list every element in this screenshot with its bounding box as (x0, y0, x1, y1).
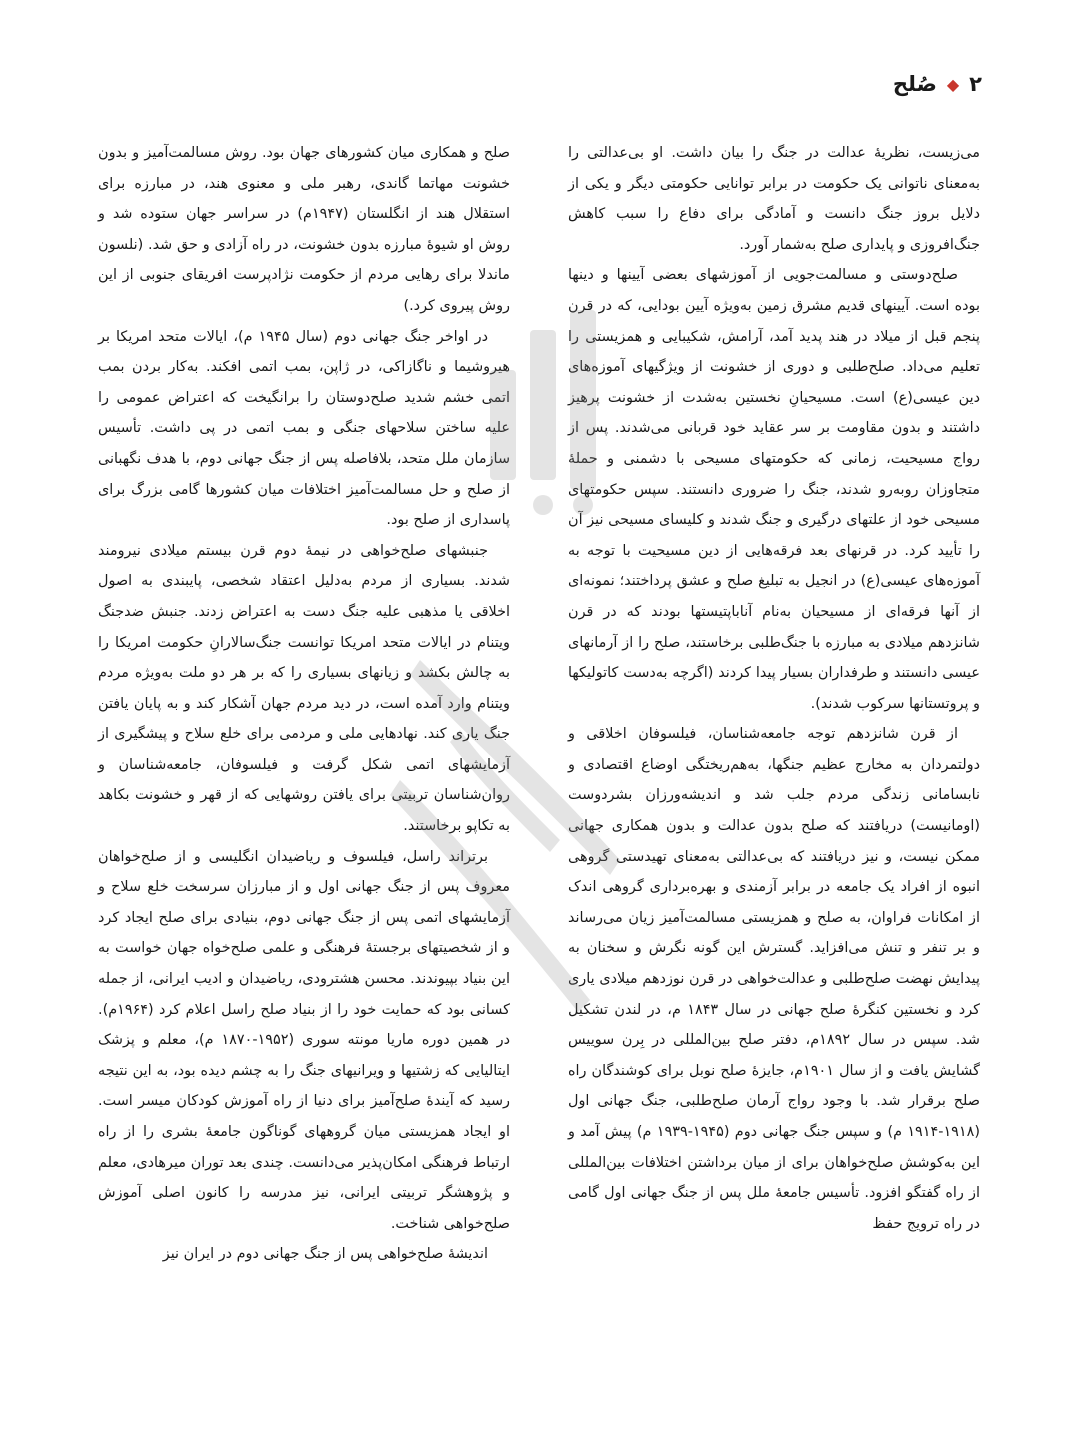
right-text-column (568, 138, 980, 1239)
chapter-title: صُلح (892, 72, 937, 96)
paragraph: برتراند راسل، فیلسوف و ریاضیدان انگلیسی و از صلح‌خواهان معروف پس از جنگ جهانی اول و از مبارزان سرسخت خلع سلاح و آزمایشهای اتمی پس از جنگ جهانی دوم، بنیادی برای صلح ایجاد کرد و از شخصیتهای برجستهٔ فرهنگی و علمی صلح‌خواه جهان خواست به این بنیاد بپیوندند. محسن هشترودی، ریاضیدان و ادیب ایرانی، از جمله کسانی بود که حمایت خود را از بنیاد صلح راسل اعلام کرد (۱۹۶۴م). در همین دوره ماریا مونته سوری (۱۹۵۲-۱۸۷۰ م)، معلم و پزشک ایتالیایی که زشتیها و ویرانیهای جنگ را به چشم دیده بود، به این نتیجه رسید که آیندهٔ صلح‌آمیز برای دنیا از راه آموزش کودکان میسر است. او ایجاد همزیستی میان گروههای گوناگون جامعهٔ بشری را از راه ارتباط فرهنگی امکان‌پذیر می‌دانست. چندی بعد توران میرهادی، معلم و پژوهشگر تربیتی ایرانی، نیز مدرسه را کانون اصلی آموزش صلح‌خواهی شناخت. (98, 848, 510, 1232)
paragraph: می‌زیست، نظریهٔ عدالت در جنگ را بیان داشت. او بی‌عدالتی را به‌معنای ناتوانی یک حکومت در برابر توانایی حکومتی دیگر و یکی از دلایل بروز جنگ دانست و آمادگی برای دفاع را سبب کاهش جنگ‌افروزی و پایداری صلح به‌شمار آورد. (568, 145, 980, 253)
page-header (893, 72, 982, 96)
paragraph: صلح‌دوستی و مسالمت‌جویی از آموزشهای بعضی آیینها و دینها بوده است. آیینهای قدیم مشرق زمین به‌ویژه آیین بودایی، که در قرن پنجم قبل از میلاد در هند پدید آمد، آرامش، شکیبایی و همزیستی را تعلیم می‌داد. صلح‌طلبی و دوری از خشونت از ویژگیهای آموزه‌های دین عیسی(ع) است. مسیحیانِ نخستین به‌شدت از خشونت پرهیز داشتند و بدون مقاومت بر سر عقاید خود قربانی می‌شدند. پس از رواج مسیحیت، زمانی که حکومتهای مسیحی با دشمنی و حملهٔ متجاوزان روبه‌رو شدند، جنگ را ضروری دانستند. سپس حکومتهای مسیحی خود از علتهای درگیری و جنگ شدند و کلیسای مسیحی نیز آن را تأیید کرد. در قرنهای بعد فرقه‌هایی از دین مسیحیت با توجه به آموزه‌های عیسی(ع) در انجیل به تبلیغ صلح و عشق پرداختند؛ نمونه‌ای از آنها فرقه‌ای از مسیحیان به‌نام آناباپتیستها بودند که در قرن شانزدهم میلادی به مبارزه با جنگ‌طلبی برخاستند، صلح را از آرمانهای عیسی دانستند و طرفداران بسیار پیدا کردند (اگرچه به‌دست کاتولیکها و پروتستانها سرکوب شدند). (568, 267, 980, 712)
paragraph: جنبشهای صلح‌خواهی در نیمهٔ دوم قرن بیستم میلادی نیرومند شدند. بسیاری از مردم به‌دلیل اعتقاد شخصی، پایبندی به اصول اخلاقی یا مذهبی علیه جنگ دست به اعتراض زدند. جنبش ضدجنگ ویتنام در ایالات متحد امریکا توانست جنگ‌سالارانِ حکومت امریکا را به چالش بکشد و زیانهای بسیاری را که بر هر دو ملت به‌ویژه مردم ویتنام وارد آمده است، در دید مردم جهان آشکار کند و به پایان یافتن جنگ یاری کند. نهادهایی ملی و مردمی برای خلع سلاح و پیشگیری از آزمایشهای اتمی شکل گرفت و فیلسوفان، جامعه‌شناسان و روان‌شناسان تربیتی برای یافتن روشهایی که از قهر و خشونت بکاهد به تکاپو برخاستند. (98, 542, 510, 835)
page-number: ۲ (969, 72, 982, 96)
paragraph: اندیشهٔ صلح‌خواهی پس از جنگ جهانی دوم در ایران نیز (162, 1246, 488, 1263)
paragraph: در اواخر جنگ جهانی دوم (سال ۱۹۴۵ م)، ایالات متحد امریکا بر هیروشیما و ناگازاکی، در ژاپن، بمب اتمی افکند. به‌کار بردن بمب اتمی خشم شدید صلح‌دوستان را برانگیخت که اعتراض عمومی را علیه ساختن سلاحهای جنگی و بمب اتمی در پی داشت. تأسیس سازمان ملل متحد، بلافاصله پس از جنگ جهانی دوم، با هدف نگهبانی از صلح و حل مسالمت‌آمیز اختلافات میان کشورها گامی بزرگ برای پاسداری از صلح بود. (98, 328, 510, 529)
diamond-icon: ◆ (946, 74, 960, 94)
paragraph: از قرن شانزدهم توجه جامعه‌شناسان، فیلسوفان اخلاقی و دولتمردان به مخارج عظیم جنگها، به‌هم‌ریختگی اوضاع اقتصادی و نابسامانی زندگی مردم جلب شد و اندیشه‌ورزان بشردوست (اومانیست) دریافتند که صلح بدون عدالت و بدون همکاری جهانی ممکن نیست، و نیز دریافتند که بی‌عدالتی به‌معنای تهیدستی گروهی انبوه از افراد یک جامعه در برابر آزمندی و بهره‌برداری گروهی اندک از امکانات فراوان، به صلح و همزیستی مسالمت‌آمیز زیان می‌رساند و بر تنفر و تنش می‌افزاید. گسترش این گونه نگرش و سخنان به پیدایش نهضت صلح‌طلبی و عدالت‌خواهی در قرن نوزدهم میلادی یاری کرد و نخستین کنگرهٔ صلح جهانی در سال ۱۸۴۳ م، در لندن تشکیل شد. سپس در سال ۱۸۹۲م، دفتر صلح بین‌المللی در بِرن سوییس گشایش یافت و از سال ۱۹۰۱م، جایزهٔ صلح نوبل برای کوشندگان راه صلح برقرار شد. با وجود رواج آرمان صلح‌طلبی، جنگ جهانی اول (۱۹۱۸-۱۹۱۴ م) و سپس جنگ جهانی دوم (۱۹۴۵-۱۹۳۹ م) پیش آمد و این به‌کوشش صلح‌خواهان برای از میان برداشتن اختلافات بین‌المللی از راه گفتگو افزود. تأسیس جامعهٔ ملل پس از جنگ جهانی اول گامی در راه ترویج حفظ (568, 726, 981, 1232)
left-text-column (98, 138, 510, 1270)
paragraph: صلح و همکاری میان کشورهای جهان بود. روش مسالمت‌آمیز و بدون خشونت مهاتما گاندی، رهبر ملی و معنوی هند، در مبارزه برای استقلال هند از انگلستان (۱۹۴۷م) در سراسر جهان ستوده شد و روش او شیوهٔ مبارزه بدون خشونت، در راه آزادی و حق شد. (نلسون ماندلا برای رهایی مردم از حکومت نژادپرست افریقای جنوبی از این روش پیروی کرد.) (98, 145, 510, 314)
